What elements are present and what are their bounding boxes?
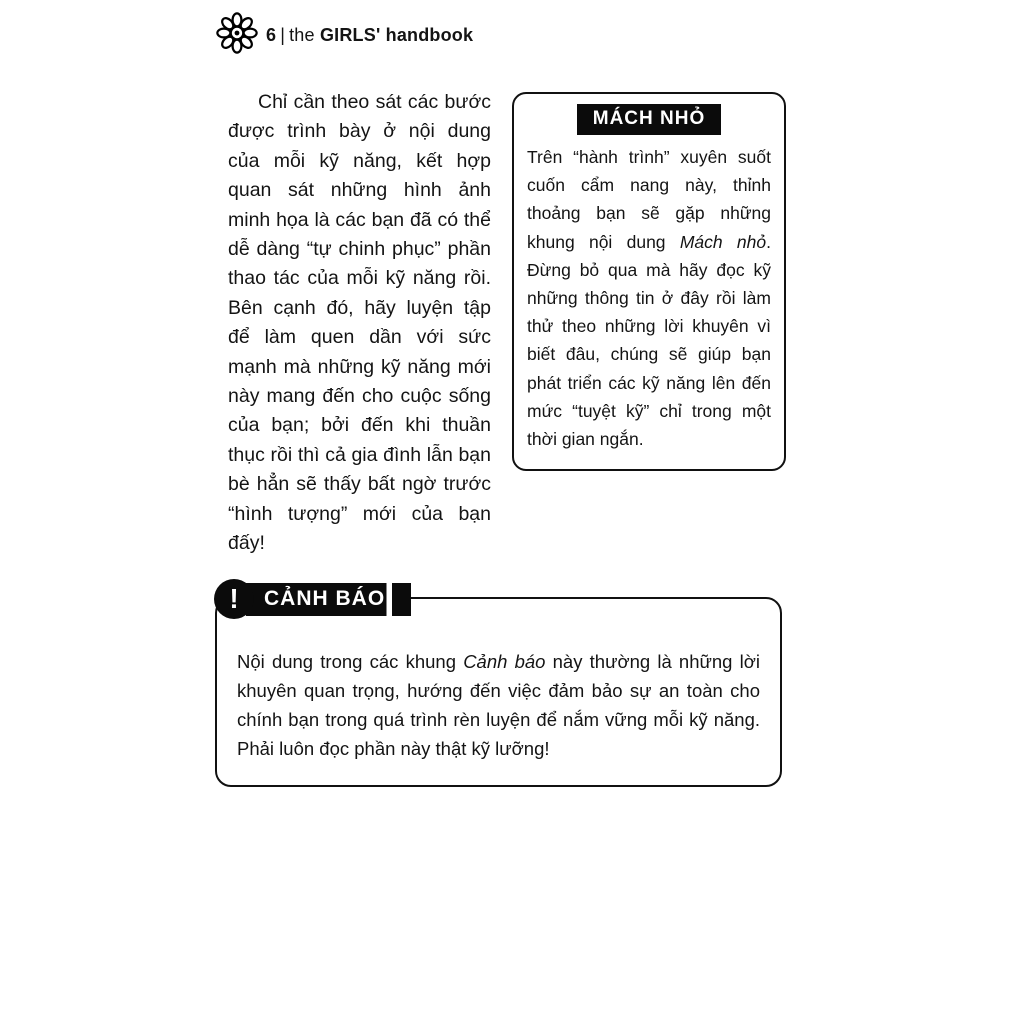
warning-box-title: CẢNH BÁO <box>246 583 411 616</box>
tip-box-title: MÁCH NHỎ <box>577 104 722 135</box>
book-title-the: the <box>289 24 315 45</box>
page-number: 6 <box>266 24 277 45</box>
tip-box-body <box>527 143 771 453</box>
warning-box <box>215 583 782 787</box>
flower-icon <box>216 12 258 54</box>
warning-label <box>214 579 411 619</box>
header-separator: | <box>280 24 286 45</box>
tip-body-italic: Mách nhỏ <box>679 231 767 252</box>
exclamation-icon: ! <box>214 579 254 619</box>
page-header <box>216 12 473 54</box>
book-title-handbook: handbook <box>385 24 474 45</box>
running-head <box>266 21 473 46</box>
tip-box <box>512 92 786 471</box>
warning-body-italic: Cảnh báo <box>463 651 546 672</box>
tip-body-post: . Đừng bỏ qua mà hãy đọc kỹ những thông tin ở đây rồi làm thử theo những lời khuyên vì biết đâu, chúng sẽ giúp bạn phát triển các kỹ năng lên đến mức “tuyệt kỹ” chỉ trong một thời gian ngắn. <box>527 231 771 450</box>
warning-body-pre: Nội dung trong các khung <box>237 651 464 672</box>
intro-paragraph: Chỉ cần theo sát các bước được trình bày ở nội dung của mỗi kỹ năng, kết hợp quan sát những hình ảnh minh họa là các bạn đã có thể dễ dàng “tự chinh phục” phần thao tác của mỗi kỹ năng rồi. Bên cạnh đó, hãy luyện tập để làm quen dần với sức mạnh mà những kỹ năng mới này mang đến cho cuộc sống của bạn; bởi đến khi thuần thục rồi thì cả gia đình lẫn bạn bè hẳn sẽ thấy bất ngờ trước “hình tượng” mới của bạn đấy! <box>228 91 491 555</box>
book-title-girls: GIRLS' <box>319 24 381 45</box>
warning-body-post: này thường là những lời khuyên quan trọng, hướng đến việc đảm bảo sự an toàn cho chính bạn trong quá trình rèn luyện để nắm vững mỗi kỹ năng. Phải luôn đọc phần này thật kỹ lưỡng! <box>237 651 761 759</box>
tip-body-pre: Trên “hành trình” xuyên suốt cuốn cẩm nang này, thỉnh thoảng bạn sẽ gặp những khung nội dung <box>527 147 771 252</box>
warning-box-body <box>237 647 760 763</box>
